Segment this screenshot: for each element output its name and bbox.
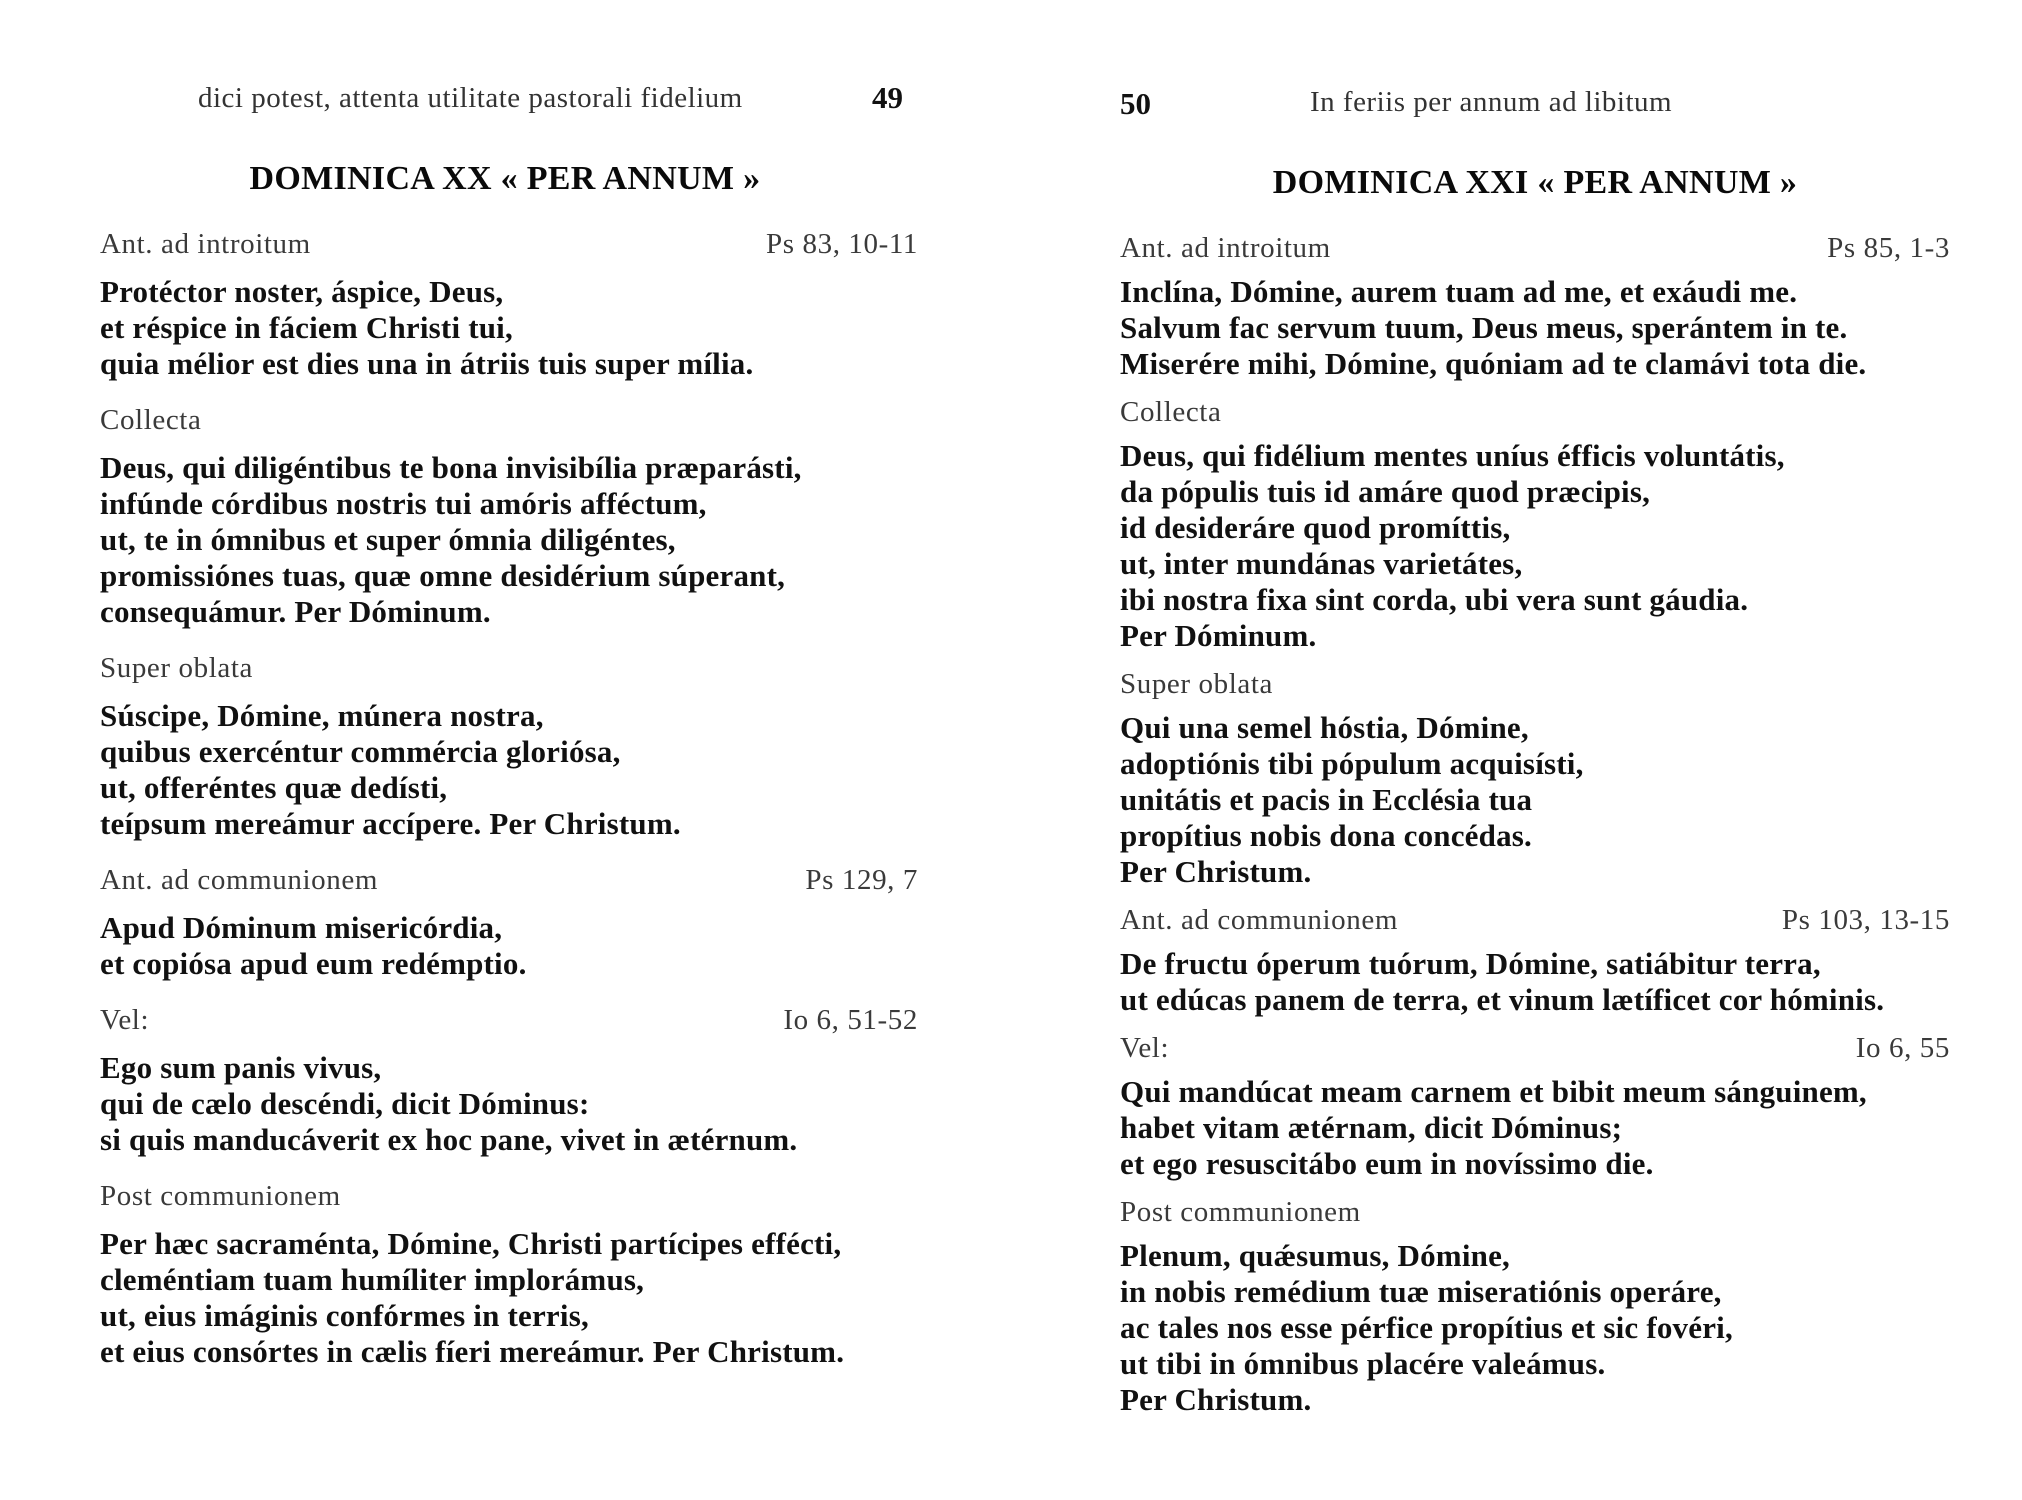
running-head-text: dici potest, attenta utilitate pastorali fidelium: [198, 82, 743, 114]
text-line: unitátis et pacis in Ecclésia tua: [1120, 782, 1533, 817]
section-header: [100, 228, 918, 268]
section-header: [1120, 904, 1950, 944]
text-line: Ego sum panis vivus,: [100, 1050, 382, 1085]
prayer-text: [100, 1050, 918, 1158]
page-title: DOMINICA XX « PER ANNUM »: [249, 160, 761, 197]
text-line: ut, te in ómnibus et super ómnia diligéntes,: [100, 522, 676, 557]
prayer-text: [100, 274, 918, 382]
section-header: [1120, 232, 1950, 272]
text-line: ibi nostra fixa sint corda, ubi vera sunt gáudia.: [1120, 582, 1749, 617]
text-line: Qui mandúcat meam carnem et bibit meum sánguinem,: [1120, 1074, 1867, 1109]
text-line: Per Christum.: [1120, 854, 1312, 889]
prayer-text: [100, 698, 918, 842]
page-body: [1120, 232, 1950, 1432]
prayer-section: [100, 1004, 918, 1158]
text-line: Per hæc sacraménta, Dómine, Christi partícipes effécti,: [100, 1226, 842, 1261]
text-line: Per Christum.: [1120, 1382, 1312, 1417]
section-label: Post communionem: [100, 1180, 341, 1212]
text-line: qui de cælo descéndi, dicit Dóminus:: [100, 1086, 590, 1121]
page-number: 49: [872, 80, 903, 115]
text-line: teípsum mereámur accípere. Per Christum.: [100, 806, 681, 841]
prayer-section: [1120, 232, 1950, 382]
text-line: et ego resuscitábo eum in novíssimo die.: [1120, 1146, 1654, 1181]
prayer-text: [1120, 1238, 1950, 1418]
scripture-reference: Ps 83, 10-11: [766, 228, 918, 260]
text-line: adoptiónis tibi pópulum acquisísti,: [1120, 746, 1584, 781]
prayer-section: [100, 652, 918, 842]
section-header: [100, 1180, 918, 1220]
text-line: Apud Dóminum misericórdia,: [100, 910, 503, 945]
prayer-text: [1120, 438, 1950, 654]
prayer-section: [1120, 904, 1950, 1018]
prayer-section: [100, 1180, 918, 1370]
text-line: Deus, qui fidélium mentes uníus éfficis voluntátis,: [1120, 438, 1785, 473]
running-head: [1120, 82, 1950, 122]
text-line: ut, eius imáginis confórmes in terris,: [100, 1298, 589, 1333]
section-label: Ant. ad communionem: [1120, 904, 1398, 936]
prayer-section: [1120, 668, 1950, 890]
prayer-text: [100, 910, 918, 982]
section-label: Vel:: [100, 1004, 150, 1036]
prayer-text: [1120, 1074, 1950, 1182]
scripture-reference: Ps 129, 7: [805, 864, 918, 896]
text-line: in nobis remédium tuæ miseratiónis operáre,: [1120, 1274, 1722, 1309]
text-line: ut, inter mundánas varietátes,: [1120, 546, 1523, 581]
prayer-section: [1120, 1032, 1950, 1182]
section-label: Ant. ad communionem: [100, 864, 378, 896]
section-header: [100, 864, 918, 904]
scripture-reference: Io 6, 55: [1855, 1032, 1950, 1064]
text-line: Inclína, Dómine, aurem tuam ad me, et exáudi me.: [1120, 274, 1798, 309]
section-label: Vel:: [1120, 1032, 1170, 1064]
text-line: et réspice in fáciem Christi tui,: [100, 310, 513, 345]
text-line: da pópulis tuis id amáre quod præcipis,: [1120, 474, 1651, 509]
prayer-text: [100, 450, 918, 630]
prayer-text: [1120, 274, 1950, 382]
text-line: Miserére mihi, Dómine, quóniam ad te clamávi tota die.: [1120, 346, 1867, 381]
text-line: Protéctor noster, áspice, Deus,: [100, 274, 504, 309]
text-line: propítius nobis dona concédas.: [1120, 818, 1532, 853]
section-label: Super oblata: [1120, 668, 1273, 700]
section-header: [1120, 1196, 1950, 1236]
text-line: Salvum fac servum tuum, Deus meus, sperántem in te.: [1120, 310, 1848, 345]
text-line: infúnde córdibus nostris tui amóris afféctum,: [100, 486, 707, 521]
prayer-section: [1120, 396, 1950, 654]
text-line: et eius consórtes in cælis fíeri mereámur. Per Christum.: [100, 1334, 845, 1369]
scripture-reference: Ps 103, 13-15: [1781, 904, 1950, 936]
prayer-text: [1120, 946, 1950, 1018]
prayer-section: [100, 228, 918, 382]
section-header: [1120, 1032, 1950, 1072]
text-line: ut edúcas panem de terra, et vinum lætíficet cor hóminis.: [1120, 982, 1885, 1017]
text-line: Súscipe, Dómine, múnera nostra,: [100, 698, 544, 733]
text-line: ut tibi in ómnibus placére valeámus.: [1120, 1346, 1606, 1381]
prayer-text: [1120, 710, 1950, 890]
prayer-section: [100, 404, 918, 630]
page-number: 50: [1120, 86, 1151, 121]
text-line: si quis manducáverit ex hoc pane, vivet in ætérnum.: [100, 1122, 798, 1157]
section-header: [1120, 396, 1950, 436]
text-line: De fructu óperum tuórum, Dómine, satiábitur terra,: [1120, 946, 1821, 981]
right-page: [1120, 0, 1950, 1500]
text-line: Deus, qui diligéntibus te bona invisibília præparásti,: [100, 450, 802, 485]
scripture-reference: Io 6, 51-52: [783, 1004, 918, 1036]
section-header: [100, 1004, 918, 1044]
section-label: Ant. ad introitum: [1120, 232, 1331, 264]
section-label: Post communionem: [1120, 1196, 1361, 1228]
running-head: [100, 82, 930, 122]
section-header: [1120, 668, 1950, 708]
page-title: DOMINICA XXI « PER ANNUM »: [1272, 164, 1798, 201]
section-label: Ant. ad introitum: [100, 228, 311, 260]
section-label: Super oblata: [100, 652, 253, 684]
text-line: Per Dóminum.: [1120, 618, 1317, 653]
page-body: [100, 228, 918, 1392]
text-line: quibus exercéntur commércia gloriósa,: [100, 734, 621, 769]
text-line: promissiónes tuas, quæ omne desidérium súperant,: [100, 558, 786, 593]
text-line: ac tales nos esse pérfice propítius et sic fovéri,: [1120, 1310, 1733, 1345]
text-line: et copiósa apud eum redémptio.: [100, 946, 527, 981]
running-head-text: In feriis per annum ad libitum: [1310, 86, 1673, 118]
text-line: consequámur. Per Dóminum.: [100, 594, 491, 629]
text-line: habet vitam ætérnam, dicit Dóminus;: [1120, 1110, 1623, 1145]
text-line: cleméntiam tuam humíliter implorámus,: [100, 1262, 645, 1297]
prayer-text: [100, 1226, 918, 1370]
section-label: Collecta: [100, 404, 202, 436]
text-line: id desideráre quod promíttis,: [1120, 510, 1511, 545]
left-page: [100, 0, 930, 1500]
prayer-section: [1120, 1196, 1950, 1418]
text-line: ut, offeréntes quæ dedísti,: [100, 770, 448, 805]
text-line: Qui una semel hóstia, Dómine,: [1120, 710, 1529, 745]
section-header: [100, 404, 918, 444]
section-label: Collecta: [1120, 396, 1222, 428]
text-line: Plenum, quǽsumus, Dómine,: [1120, 1238, 1510, 1273]
scripture-reference: Ps 85, 1-3: [1827, 232, 1950, 264]
prayer-section: [100, 864, 918, 982]
section-header: [100, 652, 918, 692]
text-line: quia mélior est dies una in átriis tuis super mília.: [100, 346, 754, 381]
